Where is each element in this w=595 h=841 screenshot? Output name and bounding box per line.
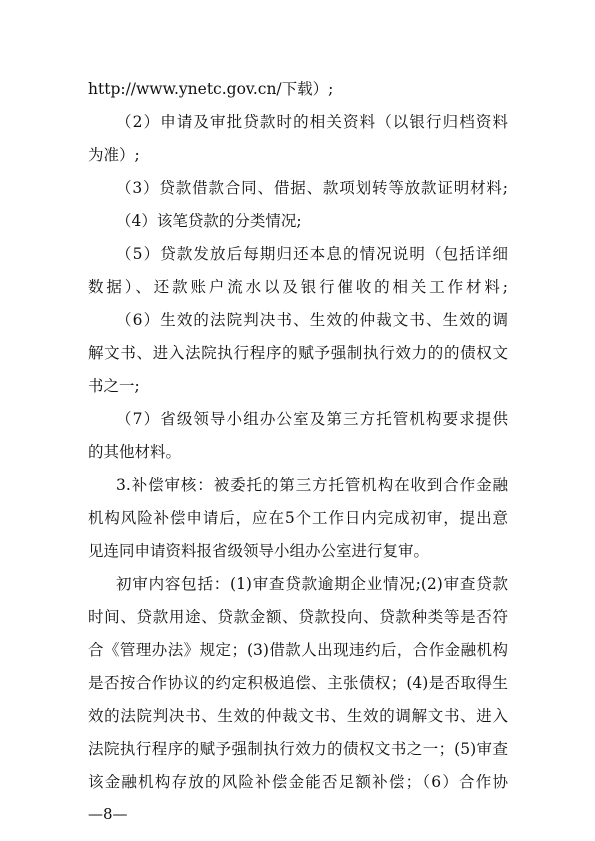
text-line-review-4: 是否按合作协议的约定积极追偿、主张债权；(4)是否取得生 <box>88 674 508 692</box>
text-line-item-5-cont: 数据）、还款账户流水以及银行催收的相关工作材料; <box>88 278 508 296</box>
text-line-section-3-cont: 机构风险补偿申请后，应在5个工作日内完成初审，提出意 <box>88 509 508 527</box>
text-line-review-1: 初审内容包括：(1)审查贷款逾期企业情况;(2)审查贷款 <box>116 575 508 593</box>
text-line-url: http://www.ynetc.gov.cn/下载）; <box>88 80 334 98</box>
text-line-section-3: 3.补偿审核：被委托的第三方托管机构在收到合作金融 <box>116 476 508 494</box>
text-line-item-6: （6）生效的法院判决书、生效的仲裁文书、生效的调 <box>116 311 508 329</box>
text-line-item-6-cont: 解文书、进入法院执行程序的赋予强制执行效力的的债权文 <box>88 344 508 362</box>
text-line-review-7: 该金融机构存放的风险补偿金能否足额补偿；（6）合作协 <box>88 773 508 791</box>
text-line-review-5: 效的法院判决书、生效的仲裁文书、生效的调解文书、进入 <box>88 707 508 725</box>
text-line-item-4: （4）该笔贷款的分类情况; <box>116 212 302 230</box>
text-line-item-7-cont: 的其他材料。 <box>88 443 182 461</box>
text-line-item-7: （7）省级领导小组办公室及第三方托管机构要求提供 <box>116 410 508 428</box>
text-line-item-5: （5）贷款发放后每期归还本息的情况说明（包括详细 <box>116 245 508 263</box>
text-line-review-3: 合《管理办法》规定；(3)借款人出现违约后，合作金融机构 <box>88 641 508 659</box>
text-line-review-2: 时间、贷款用途、贷款金额、贷款投向、贷款种类等是否符 <box>88 608 508 626</box>
text-line-item-6-end: 书之一; <box>88 377 140 395</box>
text-line-review-6: 法院执行程序的赋予强制执行效力的债权文书之一；(5)审查 <box>88 740 508 758</box>
text-line-item-2-cont: 为准）; <box>88 146 140 164</box>
text-line-item-3: （3）贷款借款合同、借据、款项划转等放款证明材料; <box>116 179 508 197</box>
page-number: —8— <box>88 805 128 823</box>
text-line-item-2: （2）申请及审批贷款时的相关资料（以银行归档资料 <box>116 113 508 131</box>
text-line-section-3-end: 见连同申请资料报省级领导小组办公室进行复审。 <box>88 542 430 560</box>
